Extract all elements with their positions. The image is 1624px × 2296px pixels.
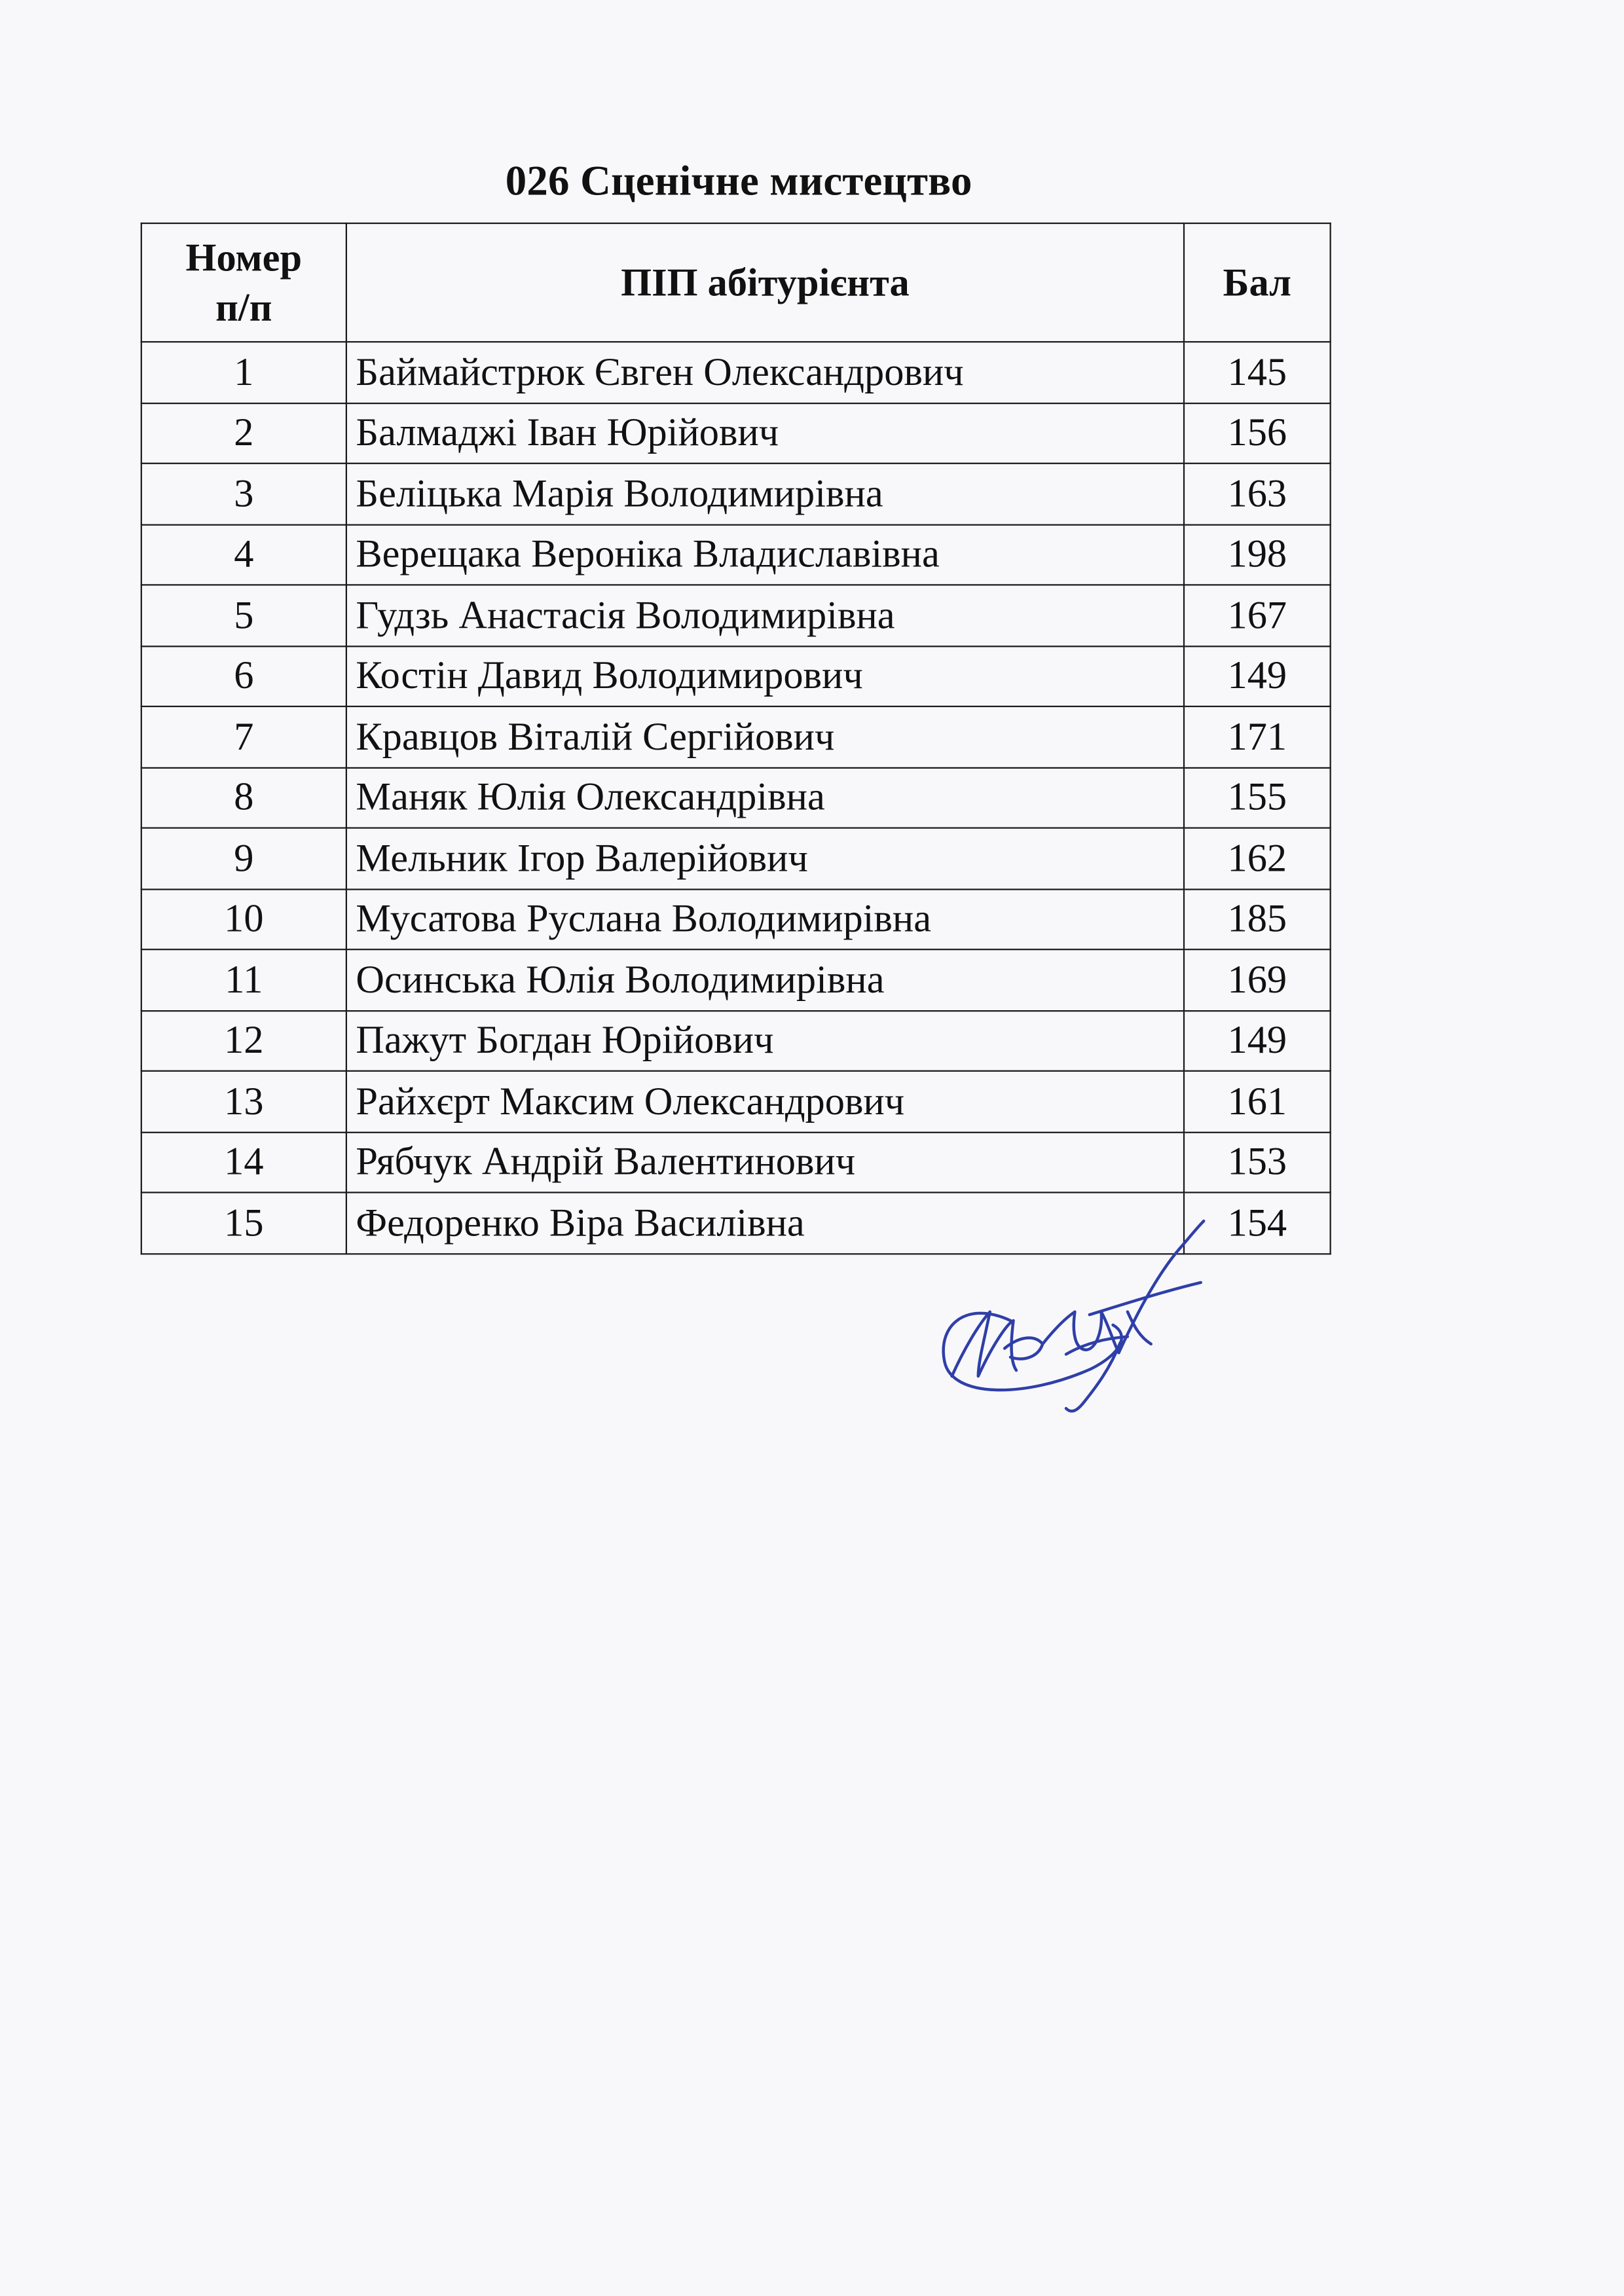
table-row (141, 524, 1331, 585)
row-score: 145 (1184, 342, 1331, 403)
row-number: 3 (141, 464, 346, 524)
row-name: Мельник Ігор Валерійович (346, 828, 1184, 889)
row-number: 5 (141, 585, 346, 646)
row-name: Беліцька Марія Володимирівна (346, 464, 1184, 524)
table-row (141, 1071, 1331, 1132)
row-number: 12 (141, 1010, 346, 1071)
results-table (141, 223, 1331, 1254)
row-score: 169 (1184, 949, 1331, 1010)
table-row (141, 464, 1331, 524)
row-number: 8 (141, 767, 346, 828)
row-number: 1 (141, 342, 346, 403)
table-row (141, 888, 1331, 949)
row-name: Мусатова Руслана Володимирівна (346, 888, 1184, 949)
row-name: Костін Давид Володимирович (346, 646, 1184, 706)
row-score: 153 (1184, 1132, 1331, 1193)
table-row (141, 646, 1331, 706)
row-number: 4 (141, 524, 346, 585)
header-name: ПІП абітурієнта (346, 223, 1184, 342)
row-name: Осинська Юлія Володимирівна (346, 949, 1184, 1010)
row-name: Кравцов Віталій Сергійович (346, 706, 1184, 767)
row-score: 155 (1184, 767, 1331, 828)
row-score: 162 (1184, 828, 1331, 889)
row-name: Верещака Вероніка Владиславівна (346, 524, 1184, 585)
row-number: 10 (141, 888, 346, 949)
row-name: Балмаджі Іван Юрійович (346, 403, 1184, 464)
row-score: 171 (1184, 706, 1331, 767)
document-title: 026 Сценічне мистецтво (505, 158, 972, 206)
row-number: 11 (141, 949, 346, 1010)
row-number: 9 (141, 828, 346, 889)
row-name: Маняк Юлія Олександрівна (346, 767, 1184, 828)
header-number-line2: п/п (215, 285, 272, 330)
row-score: 156 (1184, 403, 1331, 464)
row-score: 163 (1184, 464, 1331, 524)
row-score: 154 (1184, 1192, 1331, 1253)
row-number: 15 (141, 1192, 346, 1253)
row-score: 161 (1184, 1071, 1331, 1132)
table-row (141, 403, 1331, 464)
row-name: Райхєрт Максим Олександрович (346, 1071, 1184, 1132)
row-score: 198 (1184, 524, 1331, 585)
row-number: 14 (141, 1132, 346, 1193)
table-row (141, 1010, 1331, 1071)
row-score: 185 (1184, 888, 1331, 949)
row-name: Рябчук Андрій Валентинович (346, 1132, 1184, 1193)
row-number: 13 (141, 1071, 346, 1132)
table-header-row (141, 223, 1331, 342)
table-row (141, 767, 1331, 828)
row-number: 6 (141, 646, 346, 706)
table-row (141, 342, 1331, 403)
header-number-line1: Номер (185, 236, 303, 280)
table-row (141, 1132, 1331, 1193)
row-score: 167 (1184, 585, 1331, 646)
header-score: Бал (1184, 223, 1331, 342)
row-number: 2 (141, 403, 346, 464)
table-row (141, 585, 1331, 646)
table-row (141, 828, 1331, 889)
table-row (141, 949, 1331, 1010)
row-name: Баймайстрюк Євген Олександрович (346, 342, 1184, 403)
row-name: Пажут Богдан Юрійович (346, 1010, 1184, 1071)
row-name: Гудзь Анастасія Володимирівна (346, 585, 1184, 646)
row-score: 149 (1184, 1010, 1331, 1071)
row-score: 149 (1184, 646, 1331, 706)
row-number: 7 (141, 706, 346, 767)
row-name: Федоренко Віра Василівна (346, 1192, 1184, 1253)
header-number (141, 223, 346, 342)
handwritten-signature (930, 1203, 1223, 1423)
table-row (141, 706, 1331, 767)
